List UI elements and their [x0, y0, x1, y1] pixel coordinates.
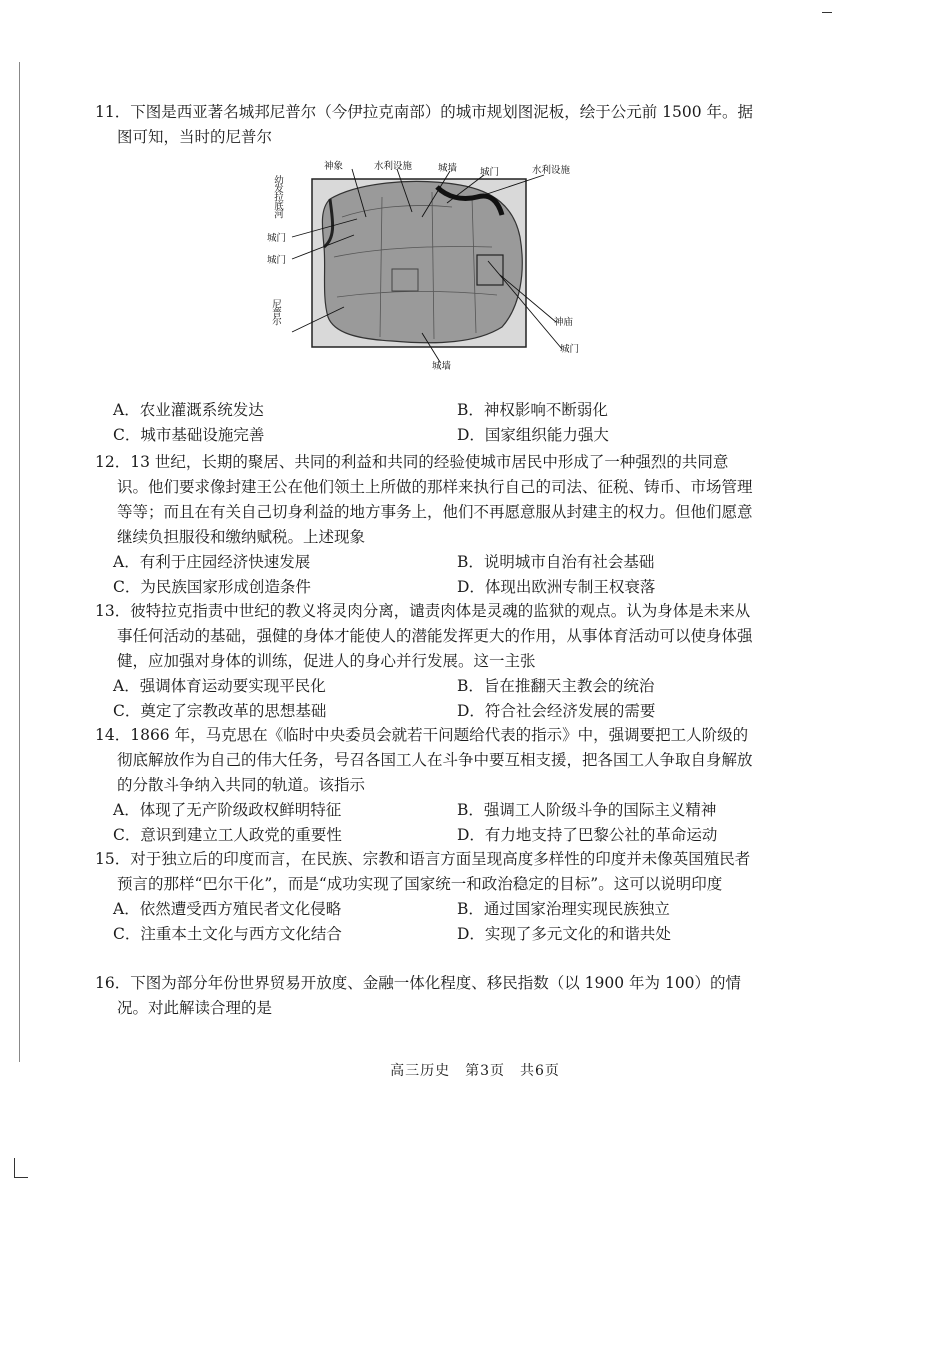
label-temple-right: 神庙	[554, 317, 574, 328]
scan-dash-mark	[822, 12, 832, 13]
label-euphrates-river: 幼发拉底河	[272, 175, 283, 218]
q12-option-b[interactable]: B．说明城市自治有社会基础	[457, 553, 655, 571]
label-water-top: 水利设施	[374, 161, 413, 172]
nippur-map-figure	[262, 157, 582, 382]
question-15-stem: 15．对于独立后的印度而言，在民族、宗教和语言方面呈现高度多样性的印度并未像英国殖民者预言的那样“巴尔干化”，而是“成功实现了国家统一和政治稳定的目标”。这可以说明印度	[95, 850, 751, 893]
q15-option-d[interactable]: D．实现了多元文化的和谐共处	[457, 925, 671, 943]
question-13-stem: 13．彼特拉克指责中世纪的教义将灵肉分离，谴责肉体是灵魂的监狱的观点。认为身体是未来从事任何活动的基础，强健的身体才能使人的潜能发挥更大的作用，从事体育活动可以使身体强健，应加强对身体的训练，促进人的身心并行发展。这一主张	[95, 602, 753, 670]
q15-option-b[interactable]: B．通过国家治理实现民族独立	[457, 900, 670, 918]
q14-option-c[interactable]: C．意识到建立工人政党的重要性	[113, 826, 342, 844]
question-12-stem: 12．13 世纪，长期的聚居、共同的利益和共同的经验使城市居民中形成了一种强烈的共同意识。他们要求像封建王公在他们领土上所做的那样来执行自己的司法、征税、铸币、市场管理等等；而且在有关自己切身利益的地方事务上，他们不再愿意服从封建主的权力。但他们愿意继续负担服役和缴纳赋税。上述现象	[95, 453, 753, 546]
question-16-stem: 16．下图为部分年份世界贸易开放度、金融一体化程度、移民指数（以 1900 年为 100）的情况。对此解读合理的是	[95, 974, 742, 1017]
scan-edge-line	[19, 62, 20, 1062]
q13-option-d[interactable]: D．符合社会经济发展的需要	[457, 702, 656, 720]
question-12	[95, 450, 755, 600]
q15-option-c[interactable]: C．注重本土文化与西方文化结合	[113, 925, 342, 943]
q14-option-b[interactable]: B．强调工人阶级斗争的国际主义精神	[457, 801, 717, 819]
label-gate-right: 城门	[560, 344, 580, 355]
label-temple-top: 神象	[324, 161, 344, 172]
q15-option-a[interactable]: A．依然遭受西方殖民者文化侵略	[113, 900, 342, 918]
question-14	[95, 723, 755, 848]
question-15	[95, 847, 755, 947]
q11-option-c[interactable]: C．城市基础设施完善	[113, 426, 265, 444]
nippur-clay-tablet-map	[262, 157, 582, 382]
q12-option-d[interactable]: D．体现出欧洲专制王权衰落	[457, 578, 656, 596]
question-13	[95, 599, 755, 724]
label-water-right: 水利设施	[532, 165, 571, 176]
label-gate-left-2: 城门	[267, 255, 287, 266]
label-wall-bottom: 城墙	[432, 361, 452, 372]
q13-option-a[interactable]: A．强调体育运动要实现平民化	[113, 677, 326, 695]
label-wall-top: 城墙	[438, 163, 458, 174]
q11-option-b[interactable]: B．神权影响不断弱化	[457, 401, 608, 419]
q14-option-a[interactable]: A．体现了无产阶级政权鲜明特征	[113, 801, 342, 819]
q11-option-a[interactable]: A．农业灌溉系统发达	[113, 401, 264, 419]
label-gate-left-1: 城门	[267, 233, 287, 244]
q14-option-d[interactable]: D．有力地支持了巴黎公社的革命运动	[457, 826, 718, 844]
label-nippur: 尼普尔	[270, 299, 281, 325]
q11-option-d[interactable]: D．国家组织能力强大	[457, 426, 609, 444]
question-16	[95, 971, 755, 1021]
question-11	[95, 100, 755, 150]
q13-option-b[interactable]: B．旨在推翻天主教会的统治	[457, 677, 655, 695]
page-footer: 高三历史 第3页 共6页	[390, 1063, 560, 1079]
scan-corner-mark	[14, 1177, 28, 1178]
question-14-stem: 14．1866 年，马克思在《临时中央委员会就若干问题给代表的指示》中，强调要把工人阶级的彻底解放作为自己的伟大任务，号召各国工人在斗争中要互相支援，把各国工人争取自身解放的分散斗争纳入共同的轨道。该指示	[95, 726, 753, 794]
label-gate-top: 城门	[480, 167, 500, 178]
question-11-options	[95, 398, 755, 448]
question-11-stem: 11．下图是西亚著名城邦尼普尔（今伊拉克南部）的城市规划图泥板，绘于公元前 1500 年。据图可知，当时的尼普尔	[95, 103, 754, 146]
q12-option-c[interactable]: C．为民族国家形成创造条件	[113, 578, 311, 596]
q12-option-a[interactable]: A．有利于庄园经济快速发展	[113, 553, 311, 571]
q13-option-c[interactable]: C．奠定了宗教改革的思想基础	[113, 702, 327, 720]
scan-corner-mark	[14, 1158, 15, 1178]
